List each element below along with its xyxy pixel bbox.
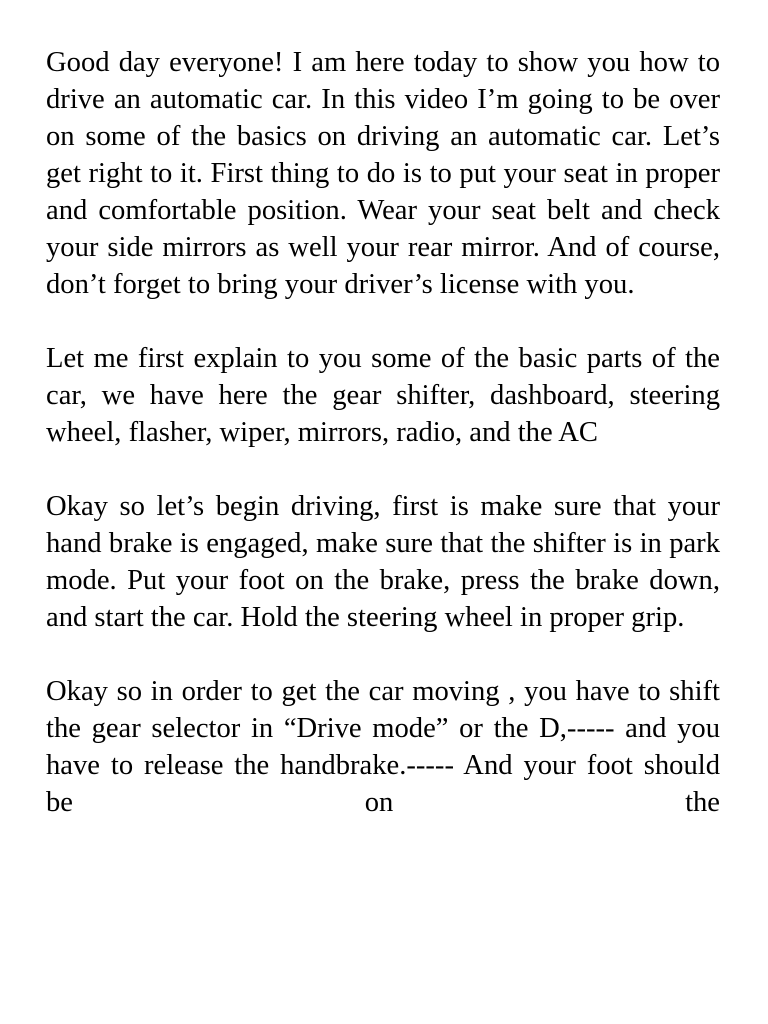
paragraph-get-moving: Okay so in order to get the car moving , you have to shift the gear selector in “Drive mode” or the D,----- and you have to release the handbrake.----- And your foot should be on the: [46, 676, 720, 818]
paragraph-begin-driving: Okay so let’s begin driving, first is make sure that your hand brake is engaged, make sure that the shifter is in park mode. Put your foot on the brake, press the brake down, and start the car. Hold the steering wheel in proper grip.: [46, 491, 720, 633]
paragraph-intro: Good day everyone! I am here today to show you how to drive an automatic car. In this video I’m going to be over on some of the basics on driving an automatic car. Let’s get right to it. First thing to do is to put your seat in proper and comfortable position. Wear your seat belt and check your side mirrors as well your rear mirror. And of course, don’t forget to bring your driver’s license with you.: [46, 47, 720, 300]
paragraph-car-parts: Let me first explain to you some of the basic parts of the car, we have here the gear shifter, dashboard, steering wheel, flasher, wiper, mirrors, radio, and the AC: [46, 343, 720, 448]
document-page: [46, 44, 720, 821]
